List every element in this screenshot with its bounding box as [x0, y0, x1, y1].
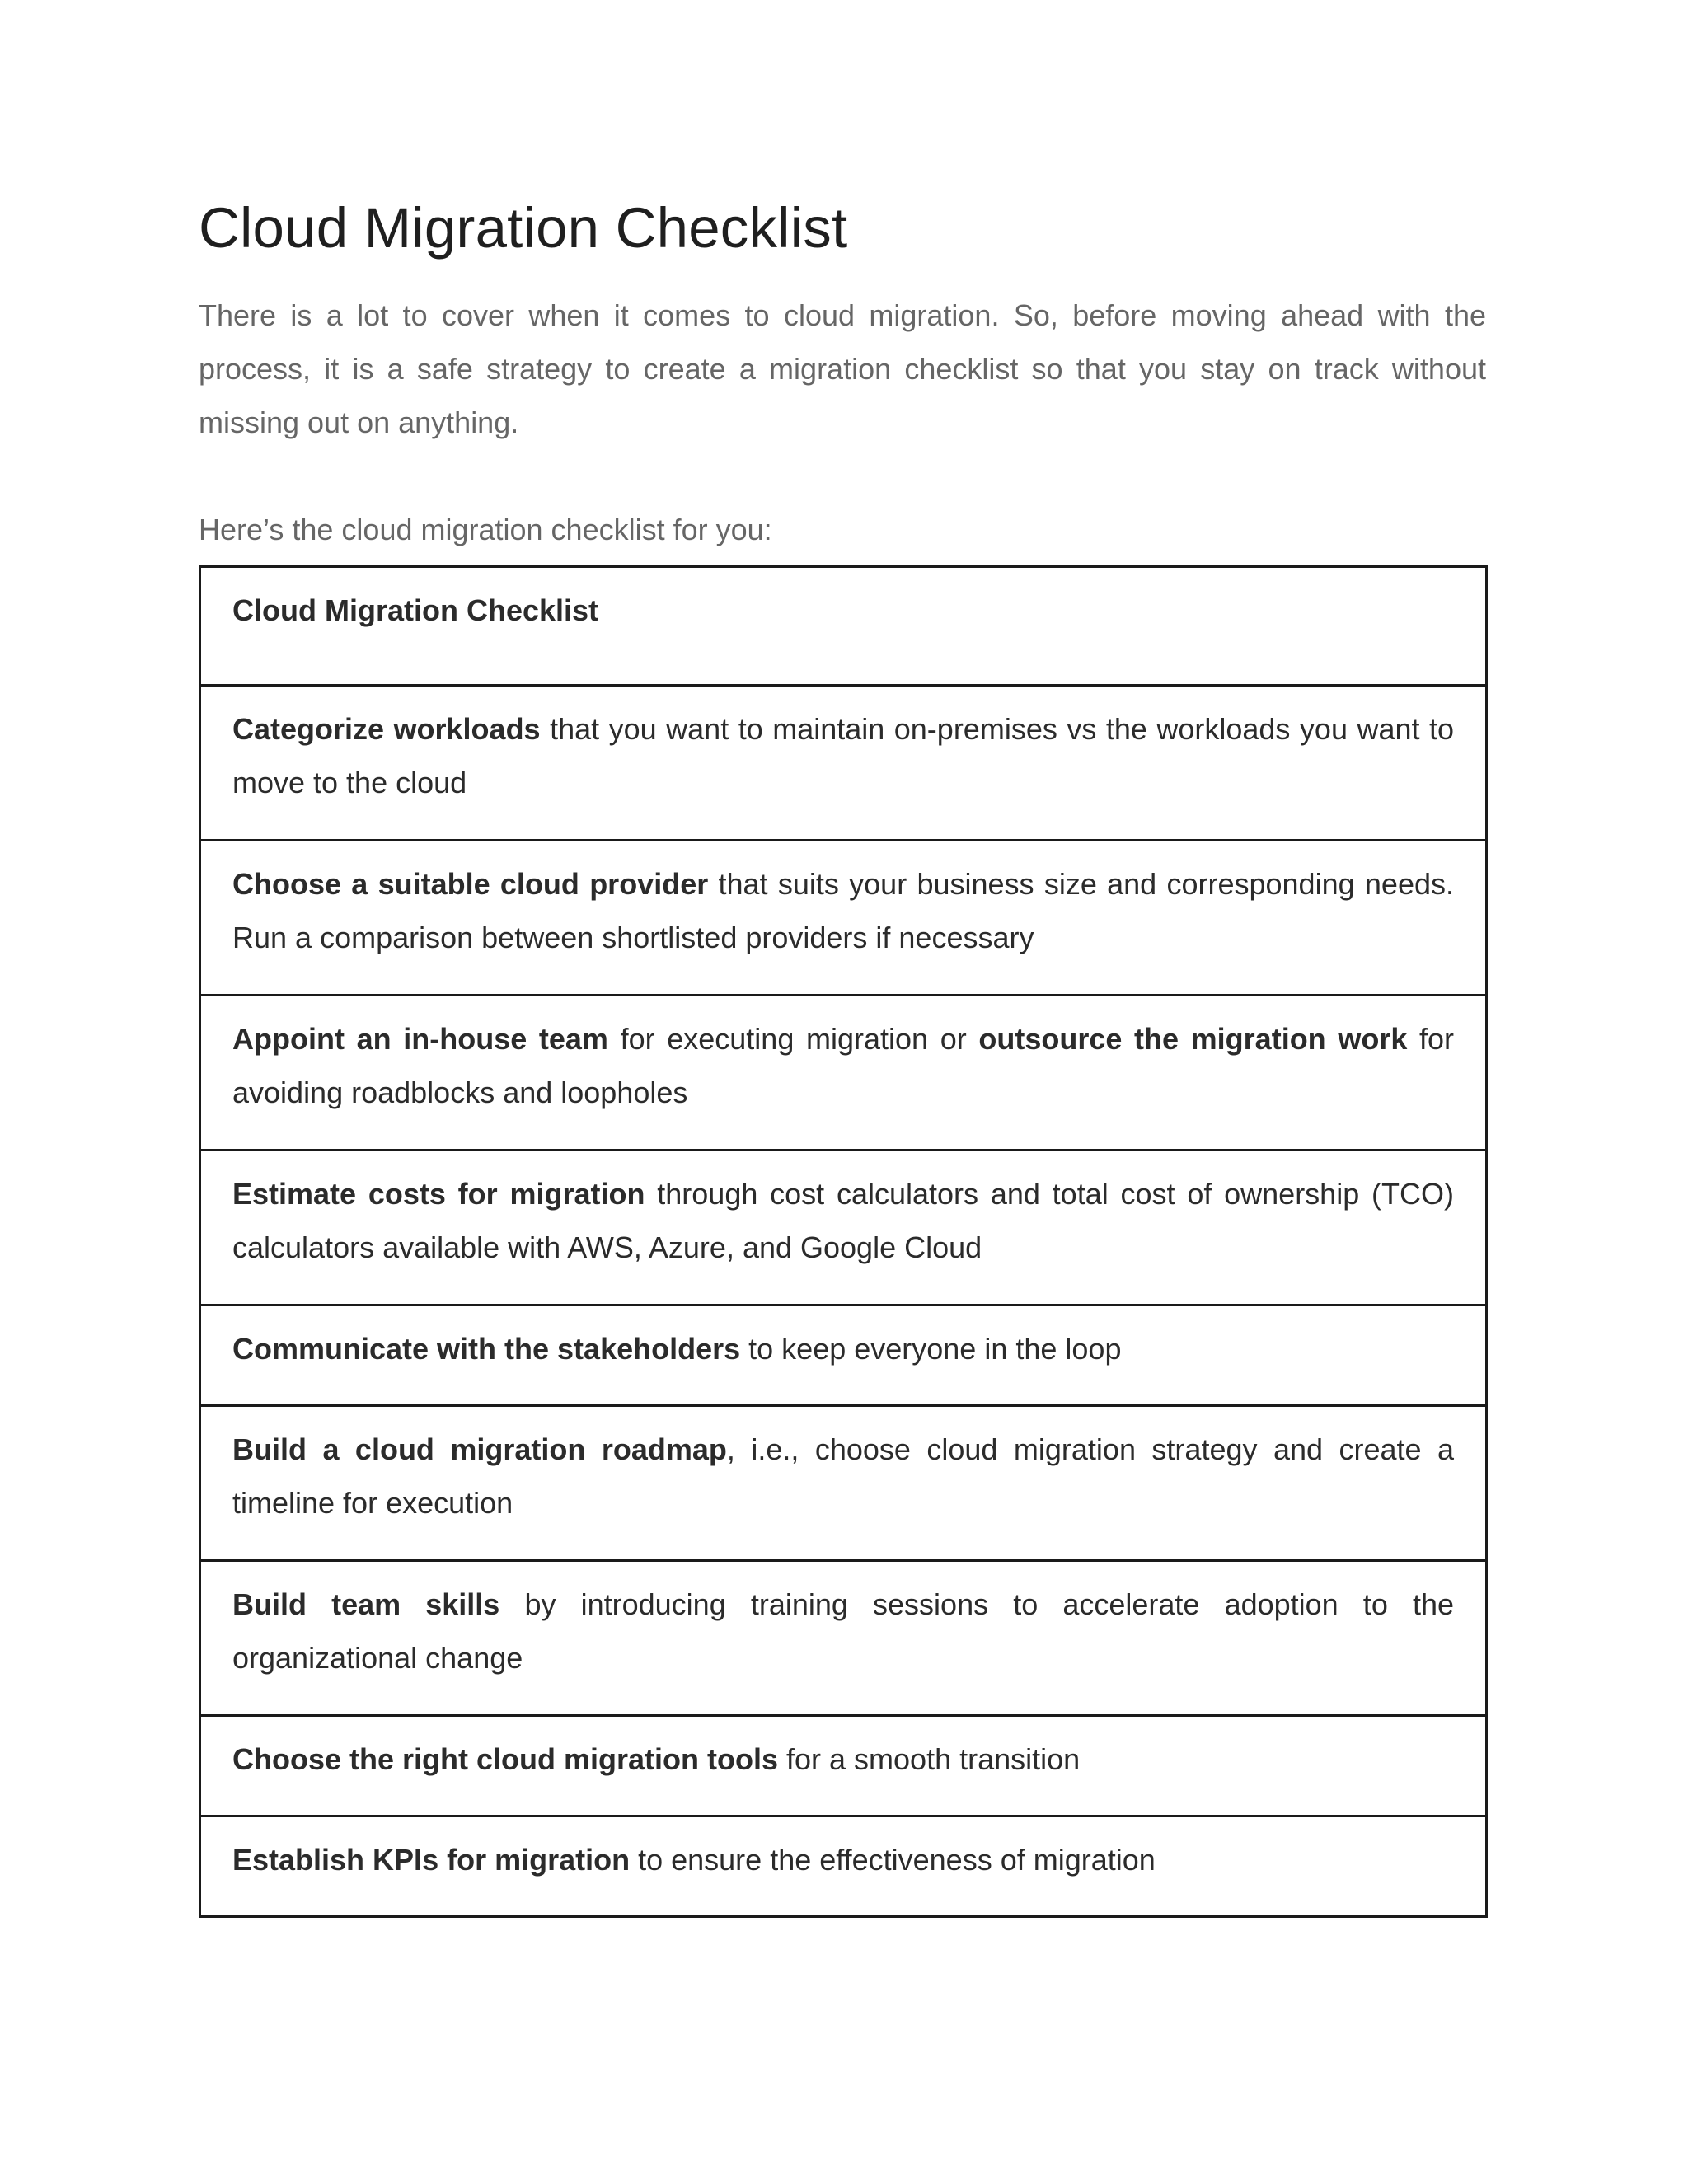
item-text: through cost calculators and total cost of ownership (TCO) calculators available with AWS, Azure, and Google Cloud	[232, 1177, 1454, 1264]
table-header-text: Cloud Migration Checklist	[232, 593, 599, 627]
table-cell	[200, 1406, 1487, 1561]
item-bold-text: Choose a suitable cloud provider	[232, 867, 709, 901]
item-text: that suits your business size and corresponding needs. Run a comparison between shortlisted providers if necessary	[232, 867, 1454, 954]
item-bold-text: Choose the right cloud migration tools	[232, 1742, 778, 1776]
item-text: , i.e., choose cloud migration strategy and create a timeline for execution	[232, 1432, 1455, 1520]
item-bold-text: Categorize workloads	[232, 712, 541, 746]
item-text: that you want to maintain on-premises vs the workloads you want to move to the cloud	[232, 712, 1455, 799]
item-bold-text: Communicate with the stakeholders	[232, 1332, 741, 1366]
table-cell	[200, 1151, 1487, 1305]
item-bold-text: Appoint an in-house team	[232, 1022, 608, 1056]
page-title: Cloud Migration Checklist	[199, 196, 848, 260]
table-header-row	[200, 567, 1487, 686]
table-row	[200, 996, 1487, 1151]
table-cell	[200, 1561, 1487, 1716]
table-row	[200, 841, 1487, 996]
item-text: by introducing training sessions to accelerate adoption to the organizational change	[232, 1587, 1454, 1675]
table-row	[200, 686, 1487, 841]
table-row	[200, 1406, 1487, 1561]
item-text: for a smooth transition	[778, 1742, 1081, 1776]
table-header-cell	[200, 567, 1487, 686]
checklist-table	[199, 565, 1488, 1918]
item-bold-text: Establish KPIs for migration	[232, 1843, 631, 1877]
table-row	[200, 1305, 1487, 1406]
item-bold-text: Build a cloud migration roadmap	[232, 1432, 727, 1466]
item-text-secondary: for avoiding roadblocks and loopholes	[232, 1022, 1454, 1109]
item-text: to ensure the effectiveness of migration	[630, 1843, 1156, 1877]
item-bold-text: Estimate costs for migration	[232, 1177, 645, 1211]
intro-paragraph: There is a lot to cover when it comes to cloud migration. So, before moving ahead with the process, it is a safe strategy to create a migration checklist so that you stay on track without missing out on anything.	[199, 298, 1486, 439]
table-row	[200, 1561, 1487, 1716]
table-row	[200, 1816, 1487, 1917]
table-cell	[200, 1716, 1487, 1816]
table-cell	[200, 996, 1487, 1151]
table-row	[200, 1716, 1487, 1816]
table-cell	[200, 686, 1487, 841]
item-text: for executing migration or	[607, 1022, 979, 1056]
lead-paragraph: Here’s the cloud migration checklist for you:	[199, 513, 772, 546]
table-cell	[200, 1816, 1487, 1917]
table-cell	[200, 841, 1487, 996]
table-cell	[200, 1305, 1487, 1406]
item-text: to keep everyone in the loop	[740, 1332, 1122, 1366]
item-bold-text-secondary: outsource the migration work	[978, 1022, 1408, 1056]
table-row	[200, 1151, 1487, 1305]
item-bold-text: Build team skills	[232, 1587, 500, 1621]
